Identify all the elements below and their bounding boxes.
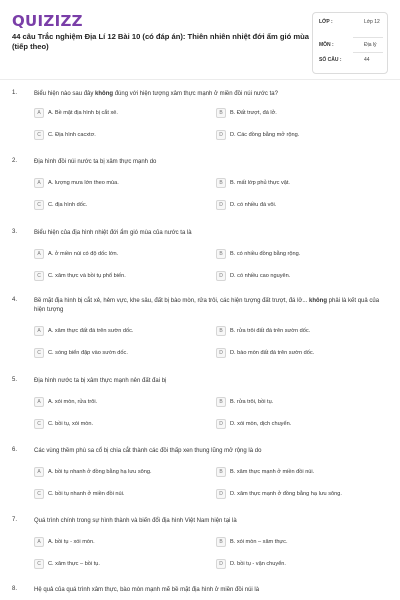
option-text: A. bồi tụ nhanh ở đồng bằng hạ lưu sông.	[48, 469, 152, 475]
meta-divider	[353, 52, 383, 53]
option-text: D. có nhiều cao nguyên.	[230, 273, 291, 279]
option-text: D. Các đồng bằng mở rộng.	[230, 132, 300, 138]
option-letter-box: B	[216, 178, 226, 188]
question-number: 1.	[12, 90, 18, 96]
option-a[interactable]	[34, 178, 184, 190]
option-letter-box: C	[34, 200, 44, 210]
question-text: Biểu hiện nào sau đây không đúng với hiện tượng xâm thực mạnh ở miền đồi núi nước ta?	[34, 91, 278, 97]
option-text: B. Đất trượt, đá lở.	[230, 110, 277, 116]
option-d[interactable]	[216, 348, 366, 360]
question-2	[12, 158, 388, 218]
option-letter-box: D	[216, 271, 226, 281]
question-6	[12, 447, 388, 507]
option-text: C. Địa hình cacxtơ.	[48, 132, 96, 138]
page-title: 44 câu Trắc nghiệm Địa Lí 12 Bài 10 (có đáp án): Thiên nhiên nhiệt đới ẩm gió mùa (tiếp theo)	[12, 32, 309, 51]
meta-count-label: SỐ CÂU :	[319, 57, 342, 63]
option-text: B. xâm thực mạnh ở miền đồi núi.	[230, 469, 315, 475]
header-divider	[0, 79, 400, 80]
question-4	[12, 297, 388, 367]
meta-box	[312, 12, 388, 74]
option-b[interactable]	[216, 326, 366, 338]
option-letter-box: B	[216, 249, 226, 259]
option-text: A. bồi tụ - xói mòn.	[48, 539, 95, 545]
meta-subject-label: MÔN :	[319, 42, 334, 48]
option-letter-box: D	[216, 419, 226, 429]
option-letter-box: B	[216, 326, 226, 336]
question-number: 5.	[12, 377, 18, 383]
option-letter-box: D	[216, 200, 226, 210]
option-text: D. bồi tụ - vận chuyển.	[230, 561, 286, 567]
question-1	[12, 90, 388, 150]
option-letter-box: C	[34, 348, 44, 358]
meta-subject-value: Địa lý	[364, 42, 377, 48]
option-d[interactable]	[216, 271, 366, 283]
question-7	[12, 517, 388, 577]
meta-class-label: LỚP :	[319, 19, 333, 25]
option-letter-box: B	[216, 108, 226, 118]
meta-divider	[353, 37, 383, 38]
option-letter-box: A	[34, 397, 44, 407]
meta-class-value: Lớp 12	[364, 19, 380, 25]
option-text: C. xâm thực – bồi tụ.	[48, 561, 100, 567]
option-text: B. mất lớp phủ thực vật.	[230, 180, 290, 186]
question-number: 4.	[12, 297, 18, 303]
option-letter-box: B	[216, 537, 226, 547]
option-letter-box: A	[34, 326, 44, 336]
option-text: D. có nhiều đá vôi.	[230, 202, 277, 208]
option-d[interactable]	[216, 559, 366, 571]
option-letter-box: D	[216, 348, 226, 358]
question-text: Quá trình chính trong sự hình thành và biến đổi địa hình Việt Nam hiện tại là	[34, 518, 237, 524]
option-a[interactable]	[34, 326, 184, 338]
question-number: 2.	[12, 158, 18, 164]
option-text: C. địa hình dốc.	[48, 202, 88, 208]
question-text: Các vùng thềm phù sa cổ bị chia cắt thành các đồi thấp xen thung lũng mở rộng là do	[34, 448, 262, 454]
option-a[interactable]	[34, 397, 184, 409]
option-b[interactable]	[216, 178, 366, 190]
question-text: Bề mặt địa hình bị cắt xẻ, hẻm vực, khe sâu, đất bị bào mòn, rửa trôi, các hiện tượng đất trượt, đá lở... không phải là kết quả của hiện tượng	[34, 298, 380, 313]
option-d[interactable]	[216, 489, 366, 501]
option-letter-box: C	[34, 419, 44, 429]
option-letter-box: C	[34, 130, 44, 140]
option-letter-box: C	[34, 559, 44, 569]
option-text: B. rửa trôi đất đá trên sườn dốc.	[230, 328, 311, 334]
option-text: A. xói mòn, rửa trôi.	[48, 399, 98, 405]
option-text: B. xói mòn – xâm thực.	[230, 539, 288, 545]
option-text: D. bào mòn đất đá trên sườn dốc.	[230, 350, 315, 356]
header	[12, 12, 388, 76]
option-d[interactable]	[216, 200, 366, 212]
question-number: 3.	[12, 229, 18, 235]
option-b[interactable]	[216, 537, 366, 549]
option-d[interactable]	[216, 419, 366, 431]
option-b[interactable]	[216, 249, 366, 261]
option-c[interactable]	[34, 200, 184, 212]
option-b[interactable]	[216, 467, 366, 479]
option-c[interactable]	[34, 559, 184, 571]
option-a[interactable]	[34, 249, 184, 261]
question-text: Địa hình nước ta bị xâm thực mạnh nên đất đai bị	[34, 378, 167, 384]
option-letter-box: D	[216, 559, 226, 569]
question-3	[12, 229, 388, 289]
option-text: C. xâm thực và bồi tụ phổ biến.	[48, 273, 126, 279]
option-c[interactable]	[34, 348, 184, 360]
option-text: C. sóng biển đập vào sườn dốc.	[48, 350, 128, 356]
option-a[interactable]	[34, 537, 184, 549]
option-letter-box: A	[34, 249, 44, 259]
option-text: D. xâm thực mạnh ở đồng bằng hạ lưu sông.	[230, 491, 342, 497]
option-text: A. Bề mặt địa hình bị cắt xẻ.	[48, 110, 118, 116]
option-text: B. có nhiều đồng bằng rộng.	[230, 251, 301, 257]
option-letter-box: C	[34, 489, 44, 499]
option-letter-box: A	[34, 178, 44, 188]
question-number: 8.	[12, 586, 18, 592]
option-text: A. xâm thực đất đá trên sườn dốc.	[48, 328, 134, 334]
option-c[interactable]	[34, 489, 184, 501]
option-c[interactable]	[34, 130, 184, 142]
question-5	[12, 377, 388, 437]
option-letter-box: B	[216, 467, 226, 477]
question-number: 7.	[12, 517, 18, 523]
question-number: 6.	[12, 447, 18, 453]
question-text: Địa hình đồi núi nước ta bị xâm thực mạnh do	[34, 159, 157, 165]
option-a[interactable]	[34, 108, 184, 120]
option-a[interactable]	[34, 467, 184, 479]
option-text: B. rửa trôi, bồi tụ.	[230, 399, 274, 405]
option-letter-box: A	[34, 537, 44, 547]
option-letter-box: B	[216, 397, 226, 407]
option-letter-box: C	[34, 271, 44, 281]
option-letter-box: D	[216, 489, 226, 499]
quizizz-logo[interactable]: QUIZIZZ	[12, 12, 83, 30]
option-text: C. bồi tụ, xói mòn.	[48, 421, 94, 427]
option-b[interactable]	[216, 108, 366, 120]
option-d[interactable]	[216, 130, 366, 142]
option-c[interactable]	[34, 271, 184, 283]
option-text: C. bồi tụ nhanh ở miền đồi núi.	[48, 491, 125, 497]
option-c[interactable]	[34, 419, 184, 431]
option-letter-box: D	[216, 130, 226, 140]
question-text: Biểu hiện của địa hình nhiệt đới ẩm gió mùa của nước ta là	[34, 230, 192, 236]
meta-count-value: 44	[364, 57, 370, 63]
option-text: A. lượng mưa lớn theo mùa.	[48, 180, 119, 186]
question-8	[12, 586, 388, 600]
option-b[interactable]	[216, 397, 366, 409]
option-text: A. ở miền núi có độ dốc lớn.	[48, 251, 119, 257]
option-text: D. xói mòn, dịch chuyển.	[230, 421, 292, 427]
option-letter-box: A	[34, 108, 44, 118]
question-text: Hệ quả của quá trình xâm thực, bào mòn mạnh mẽ bề mặt địa hình ở miền đồi núi là	[34, 587, 260, 593]
option-letter-box: A	[34, 467, 44, 477]
